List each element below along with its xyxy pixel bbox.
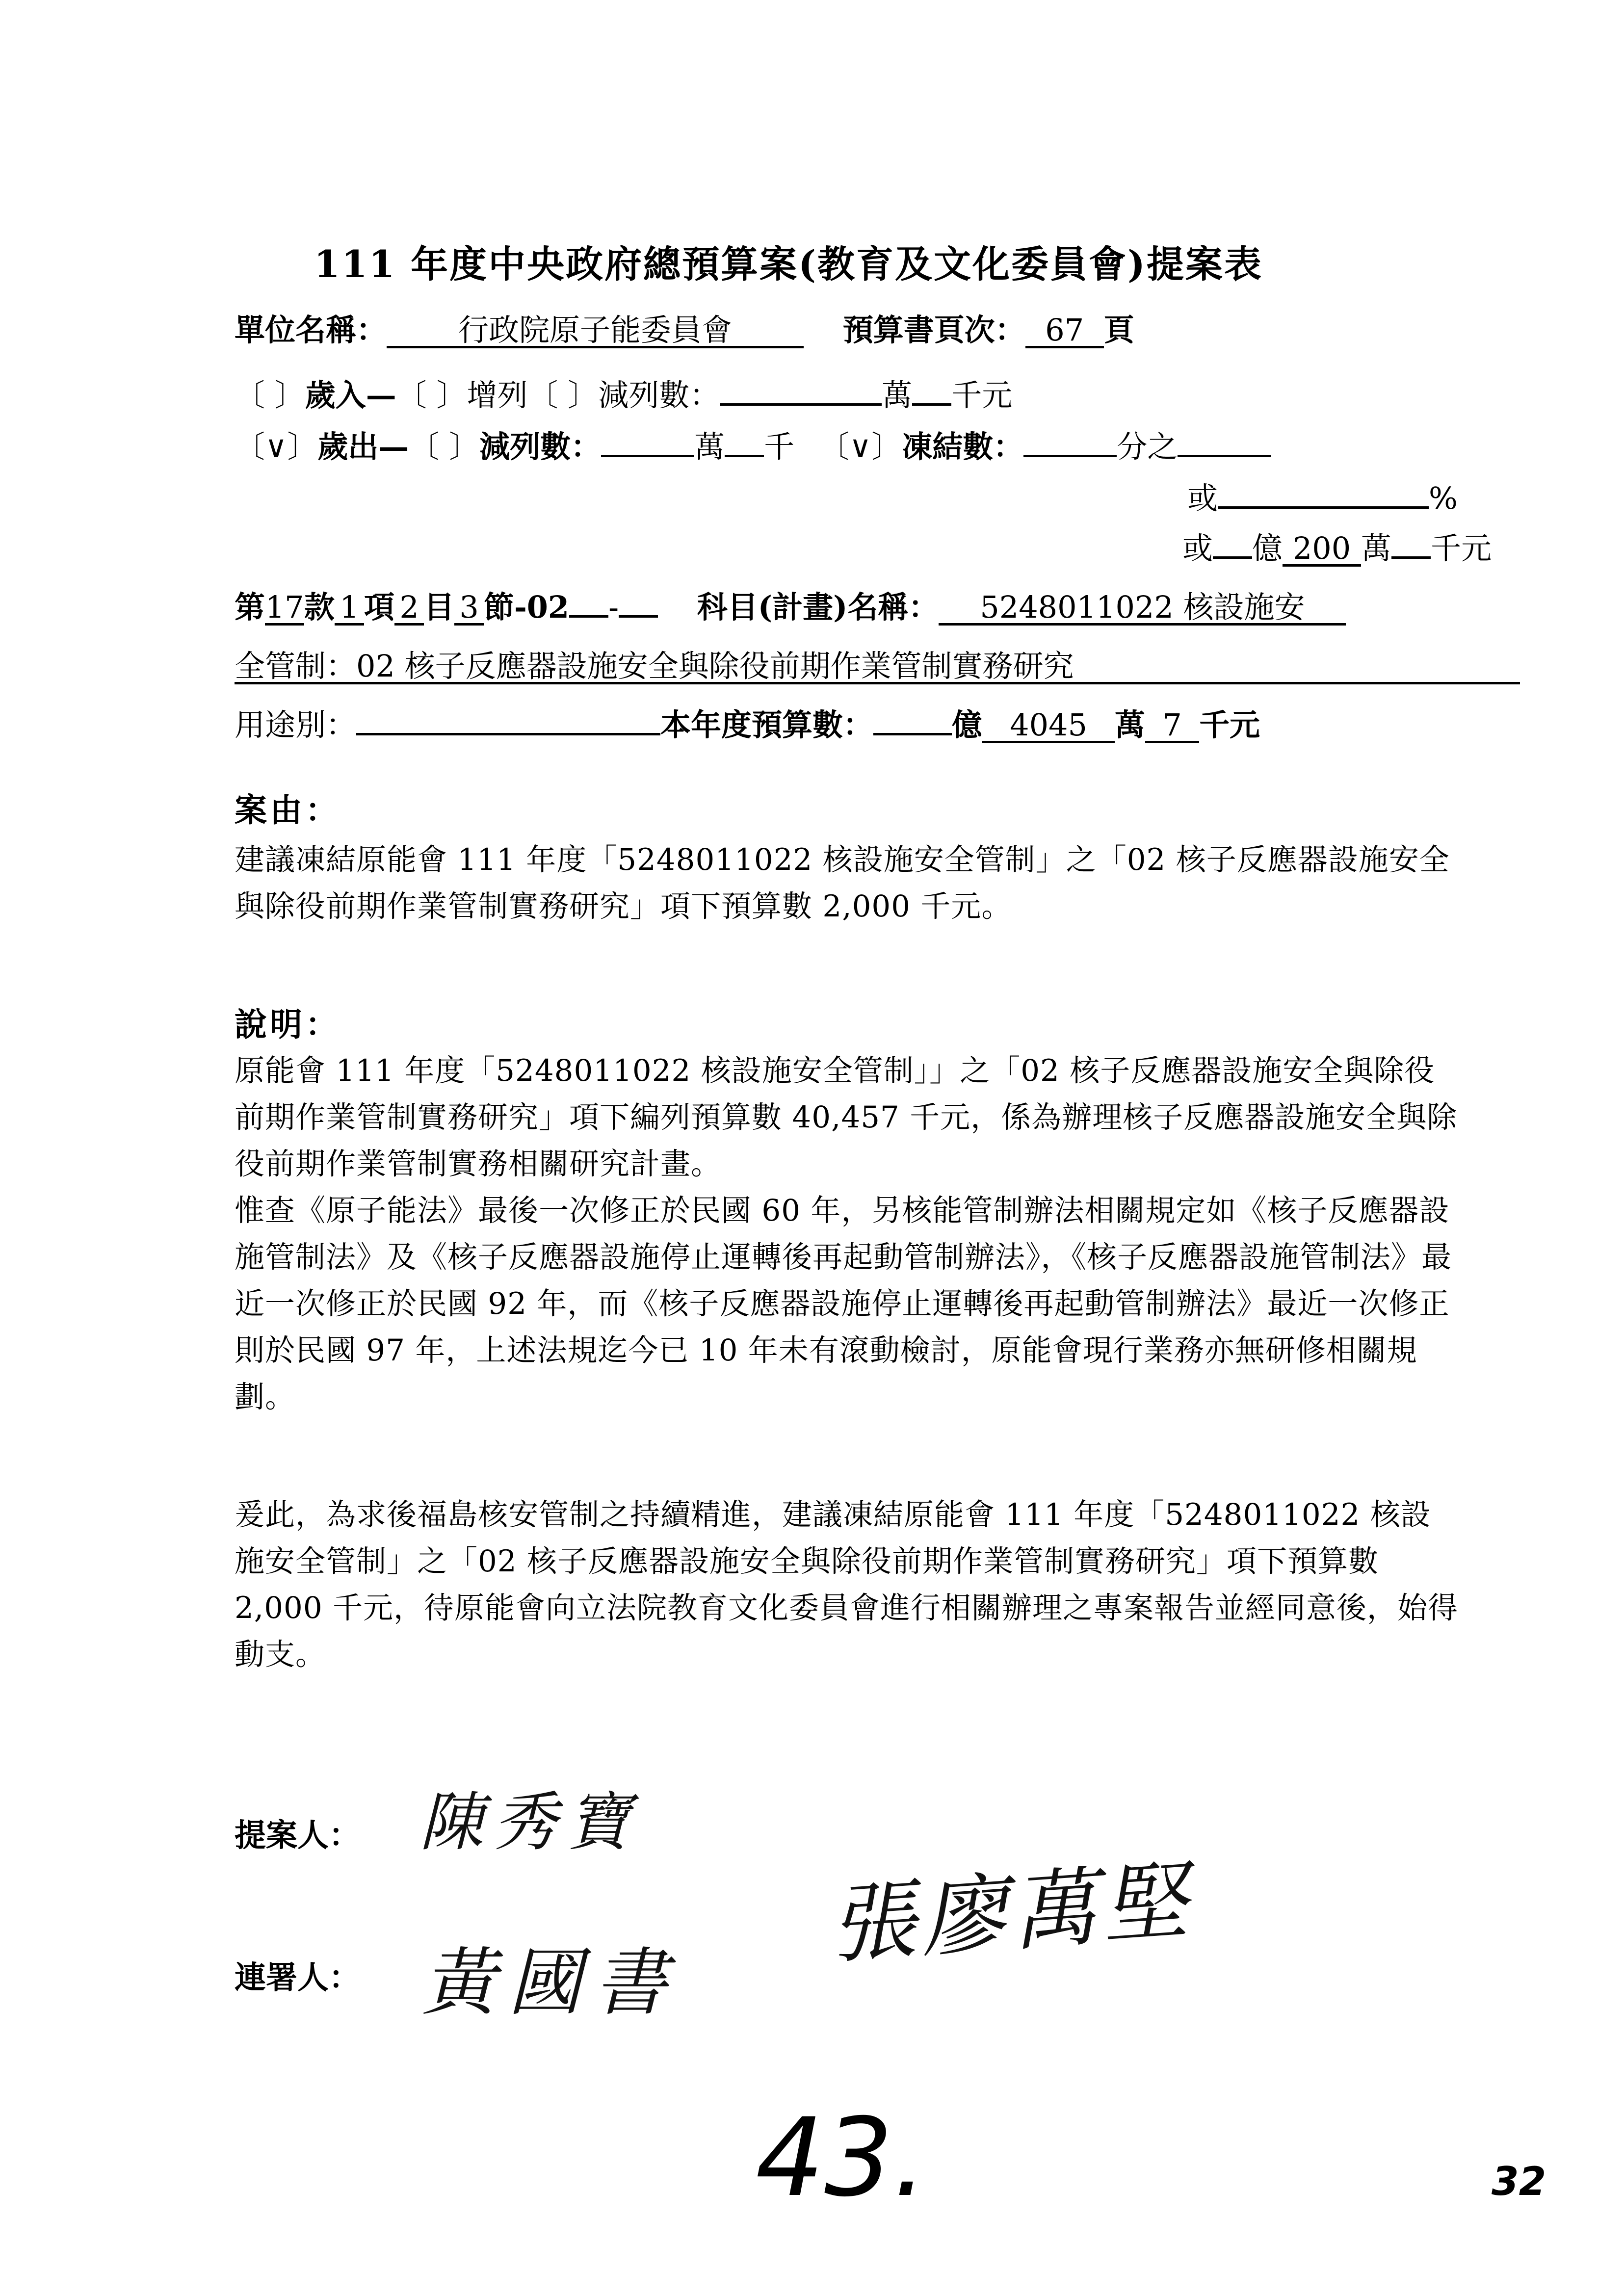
explanation-paragraph-3: 爰此，為求後福島核安管制之持續精進，建議凍結原能會 111 年度「5248011022 核設施安全管制」之「02 核子反應器設施安全與除役前期作業管制實務研究」項下預算數 2,000 千元，待原能會向立法院教育文化委員會進行相關辦理之專案報告並經同意後，始得動支。 bbox=[235, 1497, 1459, 1672]
expenditure-label: 歲出— bbox=[317, 429, 409, 465]
expenditure-qian-field[interactable] bbox=[725, 455, 764, 457]
revenue-label: 歲入— bbox=[305, 377, 396, 413]
revenue-decrease-checkbox[interactable]: 〔 〕 bbox=[527, 377, 599, 413]
subject-row-2 bbox=[235, 650, 1520, 684]
revenue-increase-label: 增列 bbox=[467, 377, 528, 413]
explanation-paragraph-2: 惟查《原子能法》最後一次修正於民國 60 年，另核能管制辦法相關規定如《核子反應器設施管制法》及《核子反應器設施停止運轉後再起動管制辦法》，《核子反應器設施管制法》最近一次修正於民國 92 年，而《核子反應器設施停止運轉後再起動管制辦法》最近一次修正則於民國 97 年，上述法規迄今已 10 年未有滾動檢討，原能會現行業務亦無研修相關規劃。 bbox=[235, 1193, 1452, 1414]
sub-dash: - bbox=[608, 589, 619, 625]
sub2-field[interactable] bbox=[619, 615, 658, 618]
freeze-checkbox[interactable]: 〔∨〕 bbox=[818, 429, 902, 465]
freeze-label: 凍結數： bbox=[902, 429, 1024, 465]
freeze-yi-label: 億 bbox=[1252, 530, 1283, 566]
revenue-qian-label: 千元 bbox=[951, 377, 1013, 413]
freeze-yi-field[interactable] bbox=[1213, 556, 1252, 559]
freeze-percent-field[interactable] bbox=[1218, 506, 1429, 509]
expenditure-wan-label: 萬 bbox=[694, 429, 725, 465]
cosigner-signature-2: 張廖萬堅 bbox=[826, 1851, 1196, 1976]
freeze-amount-row bbox=[1182, 532, 1492, 567]
jie-field[interactable]: 3 bbox=[454, 591, 484, 626]
usage-field[interactable] bbox=[356, 733, 660, 735]
subject-line-1: 5248011022 核設施安 bbox=[939, 591, 1346, 626]
unit-row bbox=[235, 314, 1134, 348]
revenue-wan-label: 萬 bbox=[882, 377, 913, 413]
proposer-signature: 陳秀寶 bbox=[419, 1785, 641, 1859]
reason-heading: 案由： bbox=[235, 791, 341, 829]
usage-label: 用途別： bbox=[235, 707, 357, 743]
freeze-numerator-field[interactable] bbox=[1178, 455, 1271, 457]
expenditure-wan-field[interactable] bbox=[601, 455, 694, 457]
sub1-field[interactable] bbox=[569, 615, 608, 618]
mu-label: 目 bbox=[424, 589, 455, 625]
expenditure-checkbox[interactable]: 〔∨〕 bbox=[235, 429, 318, 465]
account-row bbox=[235, 591, 1346, 626]
budget-qian-field[interactable]: 7 bbox=[1145, 709, 1199, 743]
revenue-wan-field[interactable] bbox=[720, 403, 882, 406]
mu-field[interactable]: 2 bbox=[394, 591, 424, 626]
page-value: 67 bbox=[1025, 314, 1104, 348]
freeze-denominator-field[interactable] bbox=[1023, 455, 1117, 457]
freeze-or-label: 或 bbox=[1187, 480, 1218, 516]
budget-label: 本年度預算數： bbox=[660, 707, 874, 743]
budget-wan-label: 萬 bbox=[1115, 707, 1146, 743]
page-label: 預算書頁次： bbox=[842, 312, 1025, 348]
budget-yi-field[interactable] bbox=[873, 733, 952, 735]
revenue-checkbox[interactable]: 〔 〕 bbox=[235, 377, 305, 413]
revenue-row bbox=[235, 377, 1013, 413]
freeze-wan-field[interactable]: 200 bbox=[1283, 532, 1361, 567]
page-mark: 32 bbox=[1492, 2159, 1546, 2204]
freeze-qian-label: 千元 bbox=[1431, 530, 1492, 566]
document-title: 111 年度中央政府總預算案(教育及文化委員會)提案表 bbox=[314, 242, 1263, 286]
freeze-qian-field[interactable] bbox=[1391, 556, 1431, 559]
reason-text: 建議凍結原能會 111 年度「5248011022 核設施安全管制」之「02 核子反應器設施安全與除役前期作業管制實務研究」項下預算數 2,000 千元。 bbox=[235, 842, 1450, 924]
cosigner-signature-1: 黃國書 bbox=[422, 1940, 680, 2026]
proposer-label: 提案人： bbox=[235, 1817, 360, 1854]
page-suffix: 頁 bbox=[1103, 312, 1134, 348]
freeze-fraction-label: 分之 bbox=[1117, 429, 1178, 465]
expenditure-decrease-label: 減列數： bbox=[479, 429, 602, 465]
expenditure-qian-label: 千 bbox=[764, 429, 795, 465]
unit-value: 行政院原子能委員會 bbox=[387, 314, 804, 348]
xiang-label: 項 bbox=[364, 589, 395, 625]
freeze-percent-row bbox=[1187, 480, 1458, 516]
jie-label: 節-02 bbox=[484, 589, 570, 625]
handwritten-item-number: 43. bbox=[756, 2095, 927, 2220]
kuan-field[interactable]: 17 bbox=[265, 589, 304, 625]
explanation-heading: 說明： bbox=[235, 1005, 341, 1044]
revenue-increase-checkbox[interactable]: 〔 〕 bbox=[396, 377, 467, 413]
xiang-field[interactable]: 1 bbox=[335, 591, 364, 626]
budget-yi-label: 億 bbox=[952, 707, 983, 743]
revenue-decrease-label: 減列數： bbox=[598, 377, 720, 413]
explanation-paragraph-1: 原能會 111 年度「5248011022 核設施安全管制」」之「02 核子反應器設施安全與除役前期作業管制實務研究」項下編列預算數 40,457 千元，係為辦理核子反應器設施安全與除役前期作業管制實務相關研究計畫。 bbox=[235, 1053, 1458, 1181]
subject-line-2: 全管制：02 核子反應器設施安全與除役前期作業管制實務研究 bbox=[235, 650, 1520, 684]
cosigner-label: 連署人： bbox=[235, 1959, 360, 1996]
subject-label: 科目(計畫)名稱： bbox=[697, 589, 939, 625]
freeze-percent-label: % bbox=[1429, 480, 1458, 516]
freeze-wan-label: 萬 bbox=[1361, 530, 1392, 566]
budget-qian-label: 千元 bbox=[1199, 707, 1260, 743]
revenue-qian-field[interactable] bbox=[912, 403, 951, 406]
expenditure-row bbox=[235, 429, 1271, 465]
unit-label: 單位名稱： bbox=[235, 312, 387, 348]
account-di-label: 第 bbox=[235, 589, 265, 625]
expenditure-decrease-checkbox[interactable]: 〔 〕 bbox=[409, 429, 480, 465]
usage-row bbox=[235, 709, 1260, 743]
freeze-or-label-2: 或 bbox=[1182, 530, 1213, 566]
budget-wan-field[interactable]: 4045 bbox=[982, 709, 1115, 743]
kuan-label: 款 bbox=[304, 589, 335, 625]
